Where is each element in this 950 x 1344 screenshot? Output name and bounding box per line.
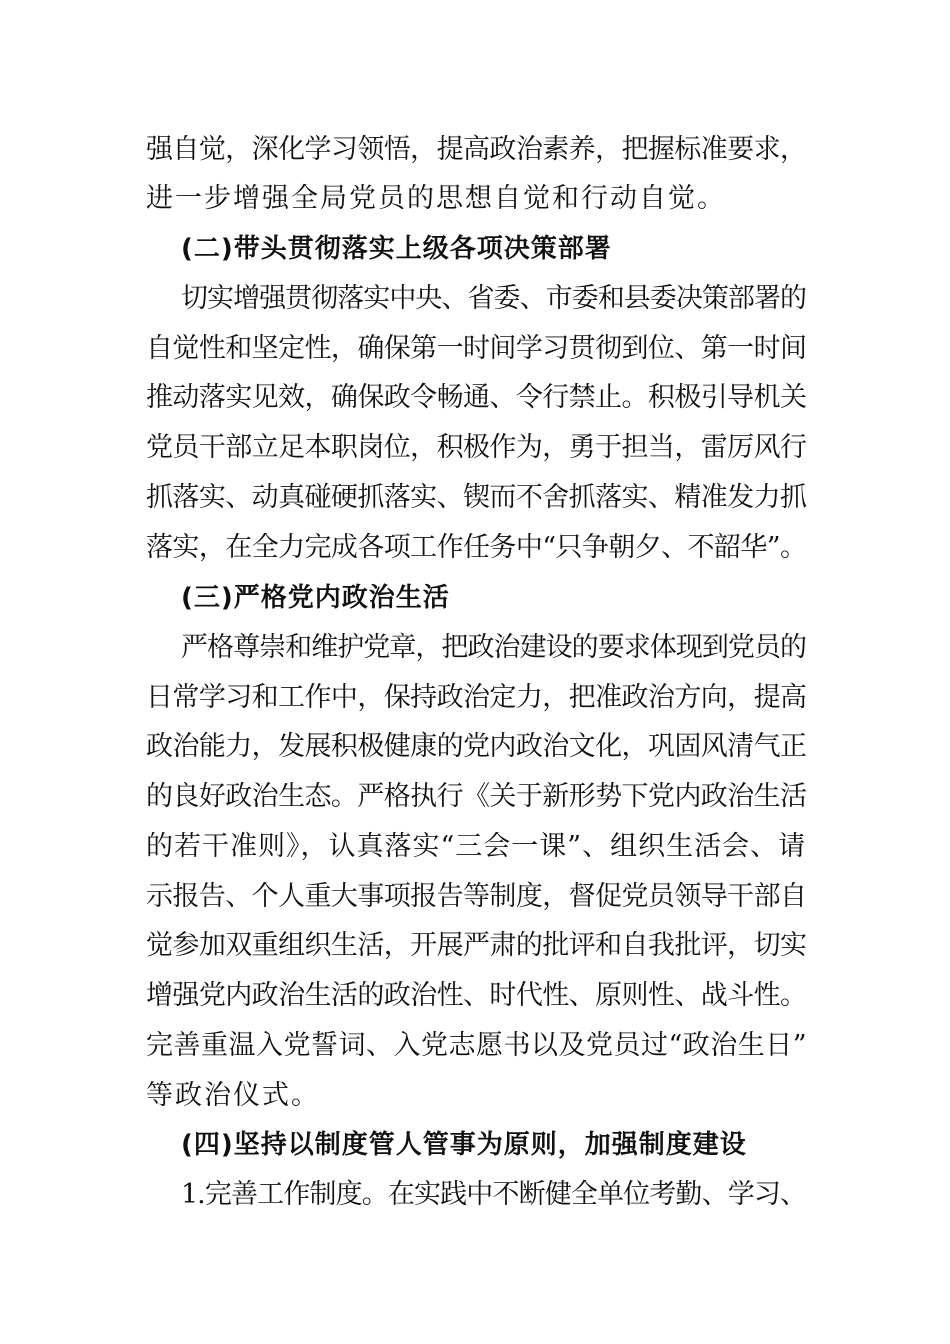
paragraph-3-line-5: 的若干准则》，认真落实“三会一课”、组织生活会、请 xyxy=(146,831,807,862)
paragraph-2-line-4: 党员干部立足本职岗位，积极作为，勇于担当，雷厉风行 xyxy=(146,432,806,463)
paragraph-3-line-10: 等政治仪式。 xyxy=(146,1080,320,1111)
paragraph-3-line-3: 政治能力，发展积极健康的党内政治文化，巩固风清气正 xyxy=(146,731,806,762)
paragraph-2-line-6: 落实，在全力完成各项工作任务中“只争朝夕、不韶华”。 xyxy=(146,532,806,563)
paragraph-1-line-1: 强自觉，深化学习领悟，提高政治素养，把握标准要求， xyxy=(146,134,806,165)
paragraph-3-line-1: 严格尊崇和维护党章，把政治建设的要求体现到党员的 xyxy=(181,632,806,663)
paragraph-2-line-3: 推动落实见效，确保政令畅通、令行禁止。积极引导机关 xyxy=(146,382,806,413)
paragraph-2-line-1: 切实增强贯彻落实中央、省委、市委和县委决策部署的 xyxy=(181,283,806,314)
paragraph-1-line-2: 进一步增强全局党员的思想自觉和行动自觉。 xyxy=(146,183,726,214)
paragraph-3-line-6: 示报告、个人重大事项报告等制度，督促党员领导干部自 xyxy=(146,881,806,912)
section-heading-2: (二)带头贯彻落实上级各项决策部署 xyxy=(181,234,612,264)
paragraph-3-line-4: 的良好政治生态。严格执行《关于新形势下党内政治生活 xyxy=(146,781,806,812)
section-heading-3: (三)严格党内政治生活 xyxy=(181,583,450,613)
paragraph-3-line-2: 日常学习和工作中，保持政治定力，把准政治方向，提高 xyxy=(146,682,806,713)
paragraph-3-line-7: 觉参加双重组织生活，开展严肃的批评和自我批评，切实 xyxy=(146,930,806,961)
paragraph-4-line-1: 1.完善工作制度。在实践中不断健全单位考勤、学习、 xyxy=(181,1179,806,1210)
paragraph-3-line-8: 增强党内政治生活的政治性、时代性、原则性、战斗性。 xyxy=(146,980,806,1011)
section-heading-4: (四)坚持以制度管人管事为原则，加强制度建设 xyxy=(181,1130,747,1160)
paragraph-2-line-5: 抓落实、动真碰硬抓落实、锲而不舍抓落实、精准发力抓 xyxy=(146,482,806,513)
paragraph-2-line-2: 自觉性和坚定性，确保第一时间学习贯彻到位、第一时间 xyxy=(146,333,806,364)
paragraph-3-line-9: 完善重温入党誓词、入党志愿书以及党员过“政治生日” xyxy=(146,1030,808,1061)
